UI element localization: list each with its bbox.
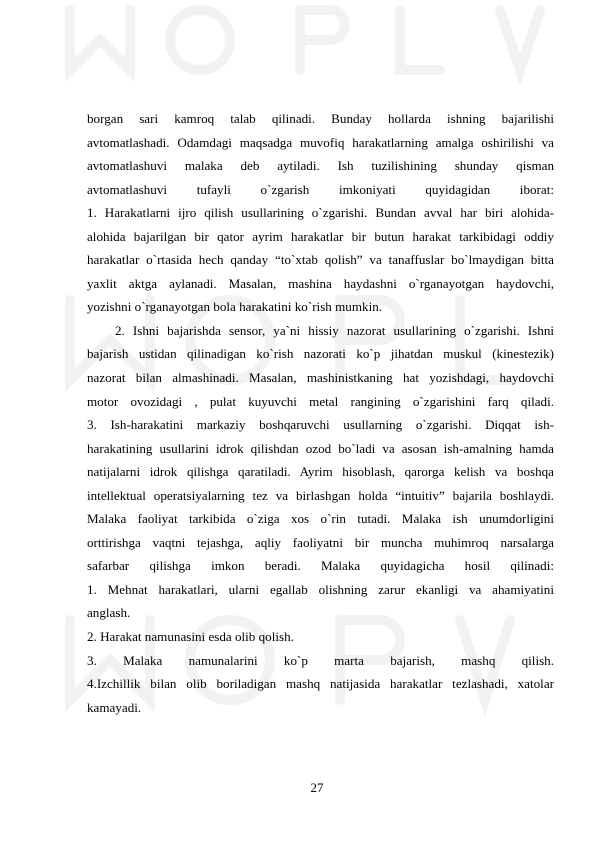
text-line: alohida bajarilgan bir qator ayrim harakatlar bir butun harakat tarkibidagi oddiy (87, 228, 554, 244)
text-line: yaxlit aktga aylanadi. Masalan, mashina haydashni o`rganayotgan haydovchi, (87, 275, 554, 291)
text-line: 2. Harakat namunasini esda olib qolish. (87, 629, 294, 645)
text-line: avtomatlashuvi malaka deb aytiladi. Ish tuzilishining shunday qisman (87, 158, 554, 174)
text-line: avtomatlashadi. Odamdagi maqsadga muvofiq harakatlarning amalga oshirilishi va (87, 134, 554, 150)
text-line: harakatining usullarini idrok qilishdan ozod bo`ladi va asosan ish-amalning hamda (87, 440, 554, 456)
page-body (87, 107, 554, 719)
text-line: orttirishga vaqtni tejashga, aqliy faoliyatni bir muncha muhimroq narsalarga (87, 534, 554, 550)
text-line: 3. Ish-harakatini markaziy boshqaruvchi usullarning o`zgarishi. Diqqat ish- (87, 417, 554, 433)
text-line: 3. Malaka namunalarini ko`p marta bajarish, mashq qilish. (87, 652, 554, 668)
text-line: 1. Mehnat harakatlari, ularni egallab olishning zarur ekanligi va ahamiyatini (87, 581, 554, 597)
text-line: anglash. (87, 605, 131, 621)
text-line: nazorat bilan almashinadi. Masalan, mashinistkaning hat yozishdagi, haydovchi (87, 370, 554, 386)
text-line: bajarish ustidan qilinadigan ko`rish nazorati ko`p jihatdan muskul (kinestezik) (87, 346, 554, 362)
text-line: Malaka faoliyat tarkibida o`ziga xos o`rin tutadi. Malaka ish unumdorligini (87, 511, 554, 527)
text-line: intellektual operatsiyalarning tez va birlashgan holda “intuitiv” bajarila boshlaydi. (87, 487, 554, 503)
text-line: yozishni o`rganayotgan bola harakatini ko`rish mumkin. (87, 299, 383, 315)
text-line: natijalarni idrok qilishga qaratiladi. Ayrim hisoblash, qarorga kelish va boshqa (87, 464, 554, 480)
page-number: 27 (310, 780, 324, 795)
text-line: borgan sari kamroq talab qilinadi. Bunday hollarda ishning bajarilishi (87, 111, 554, 126)
text-line: harakatlar o`rtasida hech qanday “to`xtab qolish” va tanaffuslar bo`lmaydigan bitta (87, 252, 554, 268)
text-line: motor ovozidagi , pulat kuyuvchi metal rangining o`zgarishini farq qiladi. (87, 393, 554, 409)
text-line: safarbar qilishga imkon beradi. Malaka quyidagicha hosil qilinadi: (87, 558, 554, 574)
text-line: avtomatlashuvi tufayli o`zgarish imkoniyati quyidagidan iborat: (87, 181, 554, 197)
text-line: 1. Harakatlarni ijro qilish usullarining o`zgarishi. Bundan avval har biri alohida- (87, 205, 554, 221)
text-line: kamayadi. (87, 699, 142, 715)
text-line: 4.Izchillik bilan olib boriladigan mashq natijasida harakatlar tezlashadi, xatolar (87, 676, 554, 692)
text-line: 2. Ishni bajarishda sensor, ya`ni hissiy nazorat usullarining o`zgarishi. Ishni (115, 322, 554, 338)
